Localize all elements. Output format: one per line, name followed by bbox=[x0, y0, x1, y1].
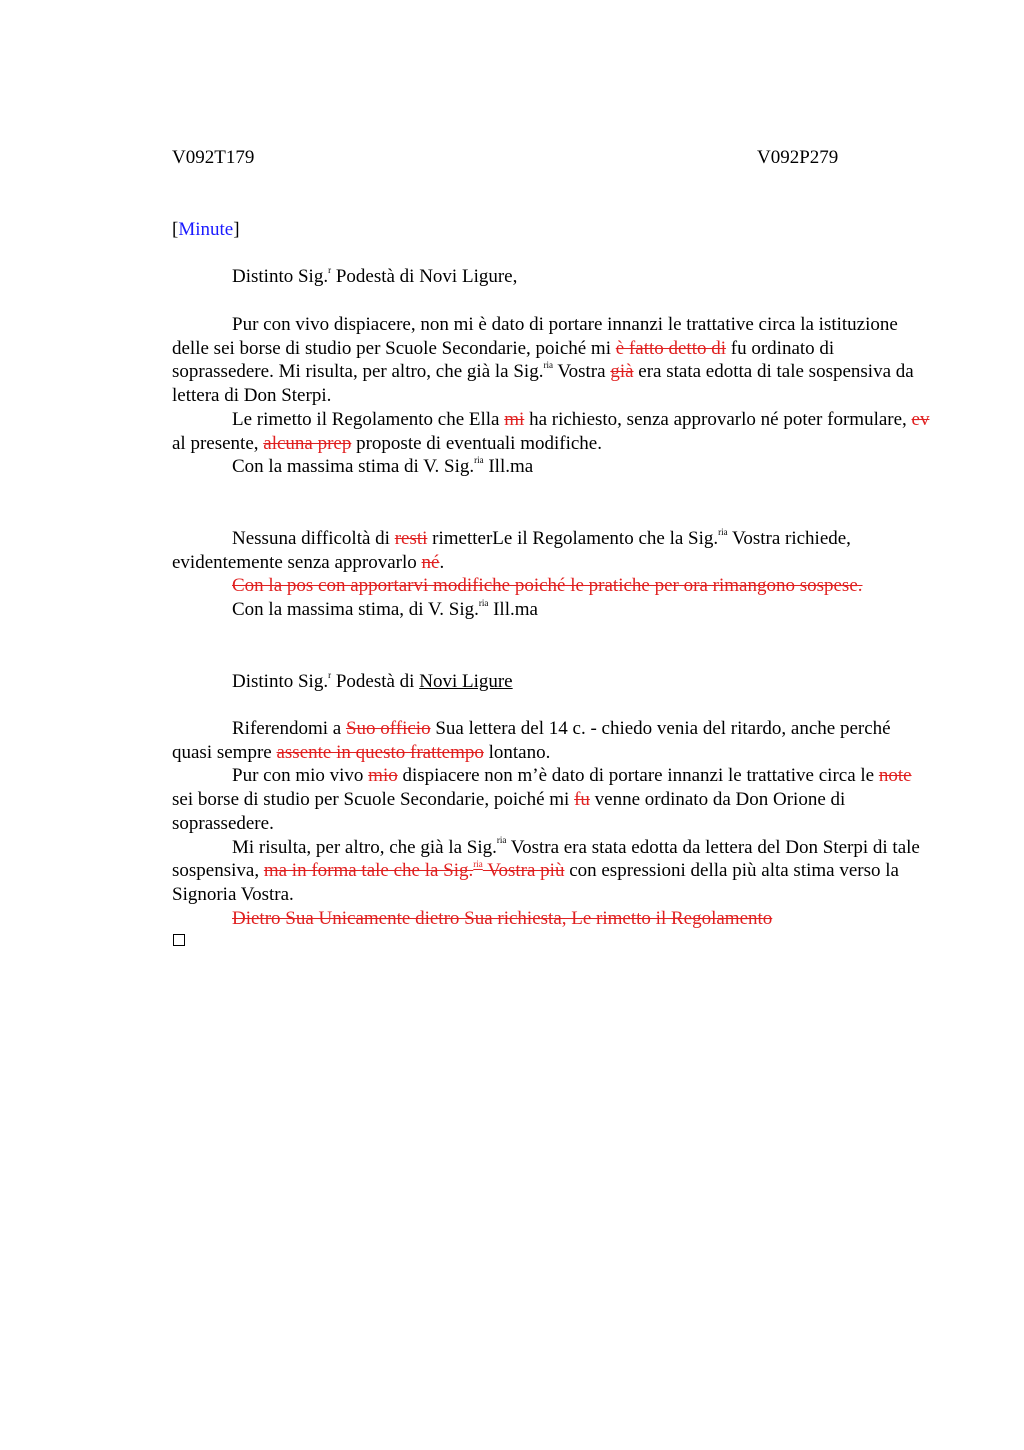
deleted-text: fu bbox=[574, 789, 590, 811]
paragraph: Mi risulta, per altro, che già la Sig.$^{ria}$ Vostra era stata edotta da lettera del Don Sterpi di tale sospensiva, ma in forma tale che la Sig.$^{ria}$ Vostra più con espressioni della più alta stima verso la Signoria Vostra. bbox=[172, 835, 920, 905]
paragraph: Pur con vivo dispiacere, non mi è dato di portare innanzi le trattative circa la istituzione delle sei borse di studio per Scuole Secondarie, poiché mi è fatto detto di fu ordinato di soprassedere. Mi risulta, per altro, che già la Sig.$^{ria}$ Vostra già era stata edotta di tale sospensiva da lettera di Don Sterpi. bbox=[172, 314, 914, 407]
paragraph: Nessuna difficoltà di resti rimetterLe il Regolamento che la Sig.$^{ria}$ Vostra richiede, evidentemente senza approvarlo né. bbox=[172, 526, 851, 573]
header-right-code: V092P279 bbox=[757, 147, 839, 168]
deleted-text: assente in questo frattempo bbox=[276, 741, 484, 763]
closing: Con la massima stima, di V. Sig.$^{ria}$ Ill.ma bbox=[232, 597, 538, 621]
draft-3-body bbox=[172, 717, 932, 930]
tag-close: ] bbox=[233, 219, 240, 240]
deleted-text: ev bbox=[911, 408, 930, 430]
draft-1-salutation bbox=[172, 265, 932, 289]
paragraph: Le rimetto il Regolamento che Ella mi ha richiesto, senza approvarlo né poter formulare, ev al presente, alcuna prep proposte di eventuali modifiche. bbox=[172, 408, 930, 454]
draft-3-salutation: Distinto Sig.$^r$ Podestà di Novi Ligure bbox=[232, 669, 513, 692]
header-left-code: V092T179 bbox=[172, 147, 255, 168]
tag-open: [ bbox=[172, 219, 179, 240]
deleted-text: alcuna prep bbox=[263, 432, 352, 454]
salutation-text: Distinto Sig. bbox=[232, 266, 329, 287]
draft-1-body bbox=[172, 313, 932, 479]
minute-tag bbox=[172, 219, 240, 241]
underlined-place: Novi Ligure bbox=[419, 671, 513, 692]
salutation-text: Podestà di Novi Ligure, bbox=[331, 266, 518, 287]
superscript: r bbox=[328, 264, 332, 275]
deleted-text: né bbox=[421, 551, 440, 573]
deleted-text: Suo officio bbox=[345, 718, 431, 739]
deleted-text: resti bbox=[394, 528, 428, 549]
deleted-text: già bbox=[610, 361, 634, 383]
deleted-text: mio bbox=[368, 765, 398, 787]
deleted-text: note bbox=[878, 765, 912, 787]
paragraph: Pur con mio vivo mio dispiacere non m’è dato di portare innanzi le trattative circa le note sei borse di studio per Scuole Secondarie, poiché mi fu venne ordinato da Don Orione di soprassedere. bbox=[172, 765, 912, 834]
tag-label: Minute bbox=[178, 219, 234, 240]
deleted-line: Con la pos con apportarvi modifiche poiché le pratiche per ora rimangono sospese. bbox=[232, 575, 863, 597]
deleted-line: Dietro Sua Unicamente dietro Sua richiesta, Le rimetto il Regolamento bbox=[232, 907, 773, 929]
draft-2-body bbox=[172, 527, 932, 622]
deleted-text: ma in forma tale che la Sig.$^{ria}$ Vostra più bbox=[263, 858, 565, 882]
paragraph: Riferendomi a Suo officio Sua lettera del 14 c. - chiedo venia del ritardo, anche perché quasi sempre assente in questo frattempo lontano. bbox=[172, 718, 891, 763]
deleted-text: mi bbox=[504, 408, 525, 430]
deleted-text: è fatto detto di bbox=[615, 337, 727, 359]
checkbox-square-icon bbox=[173, 934, 185, 946]
closing: Con la massima stima di V. Sig.$^{ria}$ Ill.ma bbox=[232, 454, 534, 478]
